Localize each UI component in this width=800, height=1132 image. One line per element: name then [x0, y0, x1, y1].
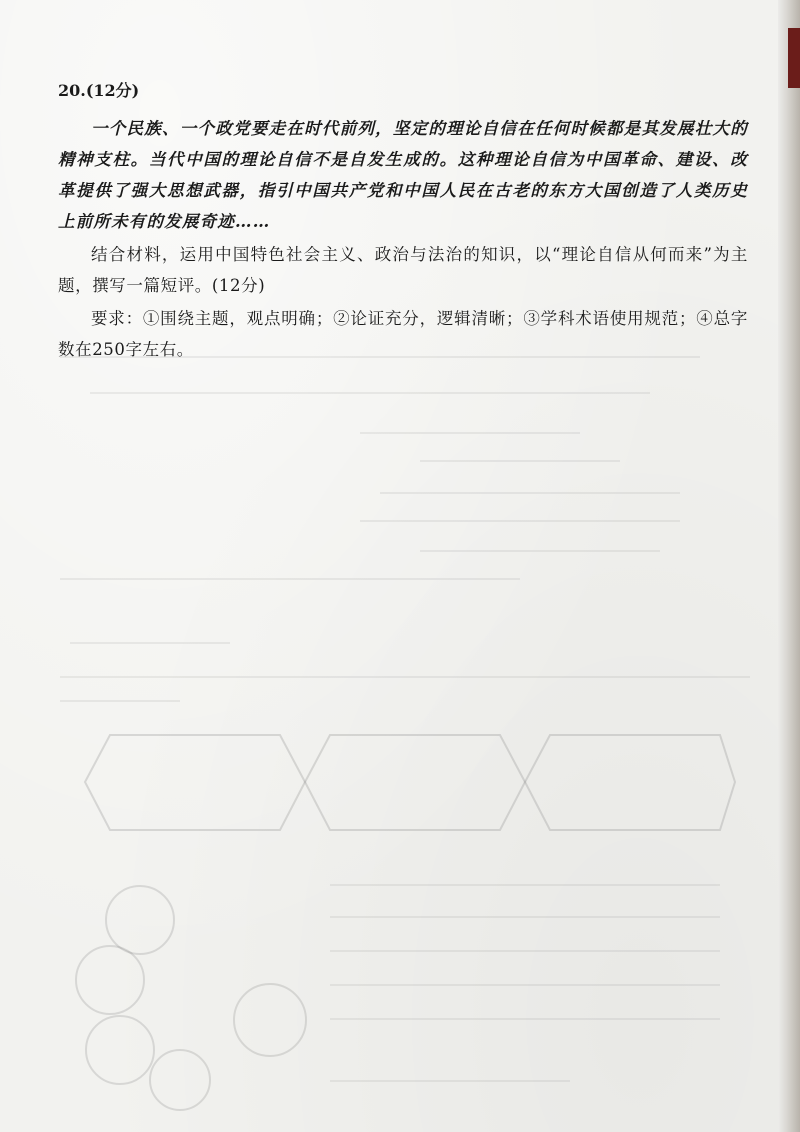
question-material: 一个民族、一个政党要走在时代前列，坚定的理论自信在任何时候都是其发展壮大的精神支柱。当代中国的理论自信不是自发生成的。这种理论自信为中国革命、建设、改革提供了强大思想武器，指引中国共产党和中国人民在古老的东方大国创造了人类历史上前所未有的发展奇迹…… [58, 119, 748, 231]
bleed-through-circles [60, 880, 320, 1120]
question-20 [58, 78, 748, 365]
question-number: 20.(12分) [58, 81, 140, 100]
question-requirements: 要求：①围绕主题，观点明确；②论证充分，逻辑清晰；③学科术语使用规范；④总字数在250字左右。 [58, 309, 748, 359]
page-binding-edge [778, 0, 800, 1132]
binding-mark [788, 28, 800, 88]
question-task: 结合材料，运用中国特色社会主义、政治与法治的知识，以“理论自信从何而来”为主题，撰写一篇短评。(12分) [58, 245, 748, 295]
bleed-through-shapes [80, 730, 740, 840]
